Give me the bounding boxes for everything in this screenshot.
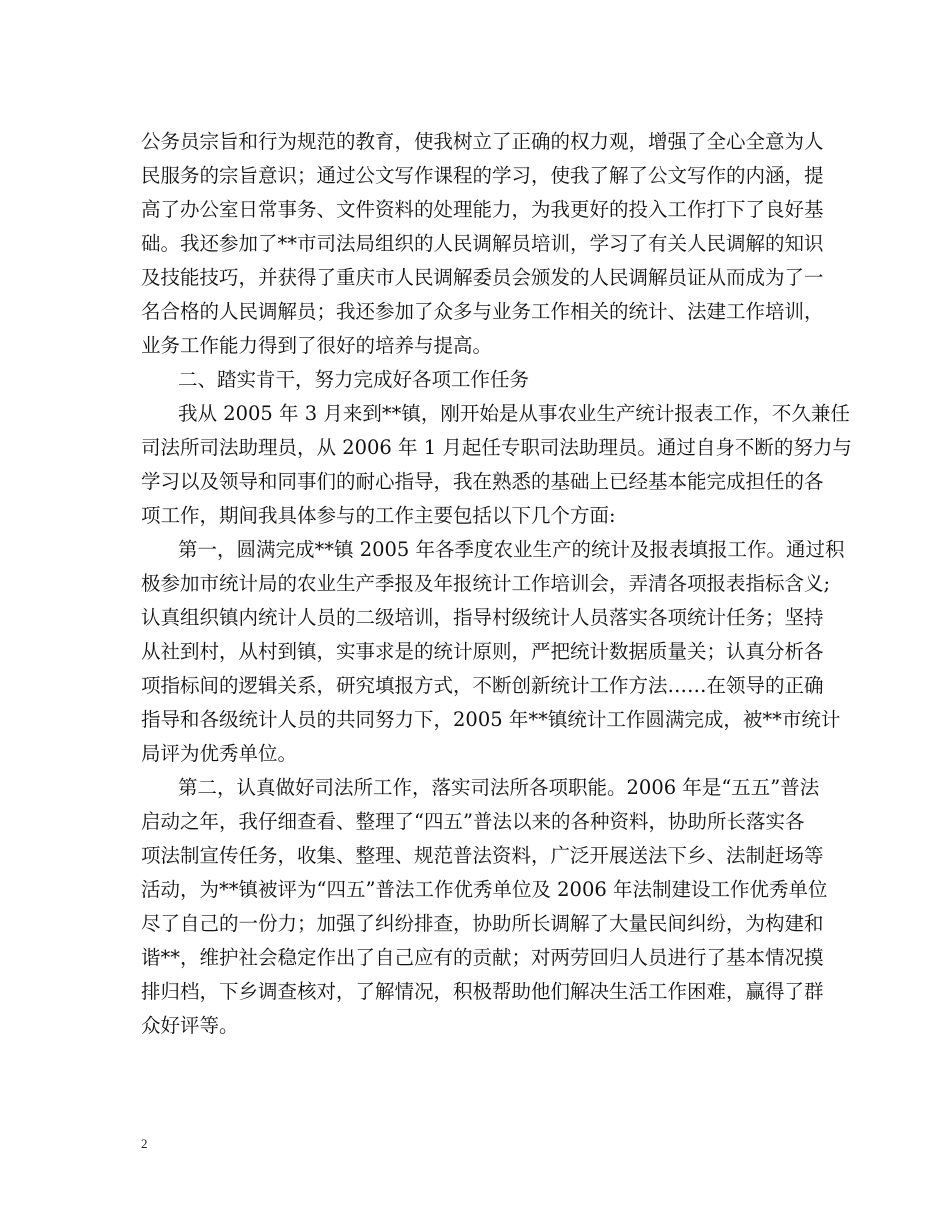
text-line: 从社到村，从村到镇，实事求是的统计原则，严把统计数据质量关；认真分析各 xyxy=(141,640,824,663)
text-line: 活动，为**镇被评为“四五”普法工作优秀单位及 2006 年法制建设工作优秀单位 xyxy=(141,878,828,901)
text-line: 司法所司法助理员，从 2006 年 1 月起任专职司法助理员。通过自身不断的努力与 xyxy=(141,436,852,459)
text-line: 排归档，下乡调查核对，了解情况，积极帮助他们解决生活工作困难，赢得了群 xyxy=(141,980,824,1003)
text-line: 高了办公室日常事务、文件资料的处理能力，为我更好的投入工作打下了良好基 xyxy=(141,198,824,221)
text-line: 项工作，期间我具体参与的工作主要包括以下几个方面: xyxy=(141,504,616,527)
text-line: 项法制宣传任务，收集、整理、规范普法资料，广泛开展送法下乡、法制赶场等 xyxy=(141,844,824,867)
text-line: 第一，圆满完成**镇 2005 年各季度农业生产的统计及报表填报工作。通过积 xyxy=(178,538,845,561)
page-number: 2 xyxy=(141,1136,148,1151)
text-line: 认真组织镇内统计人员的二级培训，指导村级统计人员落实各项统计任务；坚持 xyxy=(141,606,824,629)
text-line: 局评为优秀单位。 xyxy=(141,742,298,765)
text-line: 民服务的宗旨意识；通过公文写作课程的学习，使我了解了公文写作的内涵，提 xyxy=(141,164,824,187)
text-line: 及技能技巧，并获得了重庆市人民调解委员会颁发的人民调解员证从而成为了一 xyxy=(141,266,824,289)
text-line: 极参加市统计局的农业生产季报及年报统计工作培训会，弄清各项报表指标含义; xyxy=(141,572,831,595)
text-line: 础。我还参加了**市司法局组织的人民调解员培训，学习了有关人民调解的知识 xyxy=(141,232,824,255)
text-line: 名合格的人民调解员；我还参加了众多与业务工作相关的统计、法建工作培训， xyxy=(141,300,824,323)
text-line: 二、踏实肯干，努力完成好各项工作任务 xyxy=(178,368,530,391)
text-line: 谐**，维护社会稳定作出了自己应有的贡献；对两劳回归人员进行了基本情况摸 xyxy=(141,946,824,969)
text-line: 我从 2005 年 3 月来到**镇，刚开始是从事农业生产统计报表工作，不久兼任 xyxy=(178,402,850,425)
text-line: 项指标间的逻辑关系，研究填报方式，不断创新统计工作方法……在领导的正确 xyxy=(141,674,824,697)
text-line: 公务员宗旨和行为规范的教育，使我树立了正确的权力观，增强了全心全意为人 xyxy=(141,130,824,153)
text-line: 指导和各级统计人员的共同努力下，2005 年**镇统计工作圆满完成，被**市统计 xyxy=(141,708,841,731)
text-line: 启动之年，我仔细查看、整理了“四五”普法以来的各种资料，协助所长落实各 xyxy=(141,810,805,833)
text-line: 第二，认真做好司法所工作，落实司法所各项职能。2006 年是“五五”普法 xyxy=(178,776,820,799)
text-line: 众好评等。 xyxy=(141,1014,239,1037)
text-line: 尽了自己的一份力；加强了纠纷排查，协助所长调解了大量民间纠纷，为构建和 xyxy=(141,912,824,935)
text-line: 学习以及领导和同事们的耐心指导，我在熟悉的基础上已经基本能完成担任的各 xyxy=(141,470,824,493)
text-line: 业务工作能力得到了很好的培养与提高。 xyxy=(141,334,493,357)
document-body xyxy=(141,125,852,1043)
